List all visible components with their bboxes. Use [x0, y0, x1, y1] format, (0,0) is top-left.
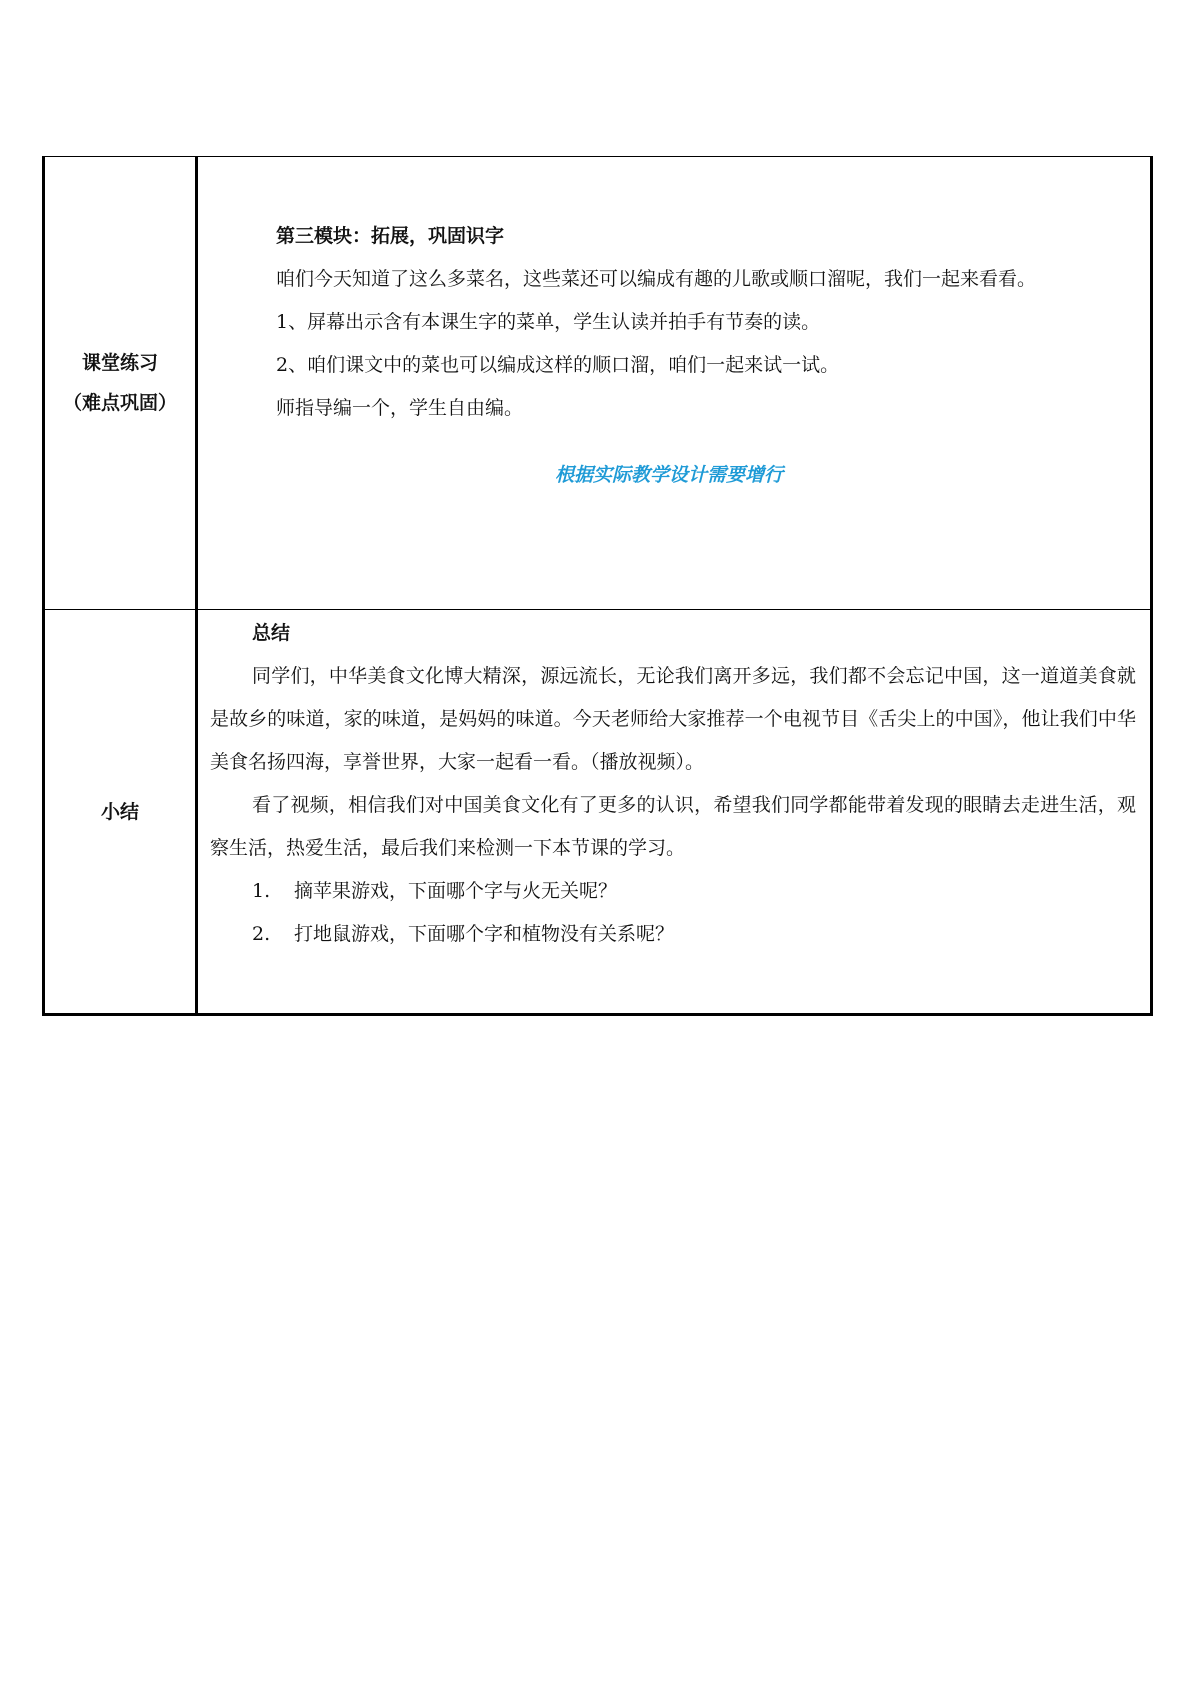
summary-heading: 总结: [252, 622, 291, 644]
summary-row: [44, 610, 1152, 1015]
practice-paragraph: 2、咱们课文中的菜也可以编成这样的顺口溜，咱们一起来试一试。: [276, 354, 840, 376]
practice-paragraph: 师指导编一个，学生自由编。: [276, 397, 524, 419]
summary-content-cell: [197, 610, 1152, 1015]
list-item: [210, 913, 1136, 956]
practice-row: [44, 157, 1152, 610]
list-item-number: 2.: [252, 923, 271, 945]
summary-content: [198, 610, 1150, 956]
summary-paragraph: 同学们，中华美食文化博大精深，源远流长，无论我们离开多远，我们都不会忘记中国，这一道道美食就是故乡的味道，家的味道，是妈妈的味道。今天老师给大家推荐一个电视节目《舌尖上的中国》，他让我们中华美食名扬四海，享誉世界，大家一起看一看。（播放视频）。: [210, 665, 1136, 773]
add-rows-note: 根据实际教学设计需要增行: [554, 464, 783, 486]
list-item-number: 1.: [252, 880, 271, 902]
practice-content: [198, 157, 1150, 497]
list-item-text: 摘苹果游戏，下面哪个字与火无关呢？: [294, 880, 618, 902]
summary-label: 小结: [100, 800, 139, 823]
practice-sublabel: （难点巩固）: [62, 392, 177, 414]
summary-paragraph: 看了视频，相信我们对中国美食文化有了更多的认识，希望我们同学都能带着发现的眼睛去走进生活，观察生活，热爱生活，最后我们来检测一下本节课的学习。: [210, 794, 1136, 859]
module-heading: 第三模块：拓展，巩固识字: [276, 225, 505, 247]
lesson-plan-table: [42, 156, 1153, 1016]
practice-label: 课堂练习: [81, 352, 158, 374]
practice-paragraph: 咱们今天知道了这么多菜名，这些菜还可以编成有趣的儿歌或顺口溜呢，我们一起来看看。: [276, 268, 1037, 290]
list-item-text: 打地鼠游戏，下面哪个字和植物没有关系呢？: [294, 923, 675, 945]
practice-paragraph: 1、屏幕出示含有本课生字的菜单，学生认读并拍手有节奏的读。: [276, 311, 821, 333]
practice-label-cell: [44, 157, 197, 610]
practice-content-cell: [197, 157, 1152, 610]
list-item: [210, 870, 1136, 913]
summary-label-cell: [44, 610, 197, 1015]
